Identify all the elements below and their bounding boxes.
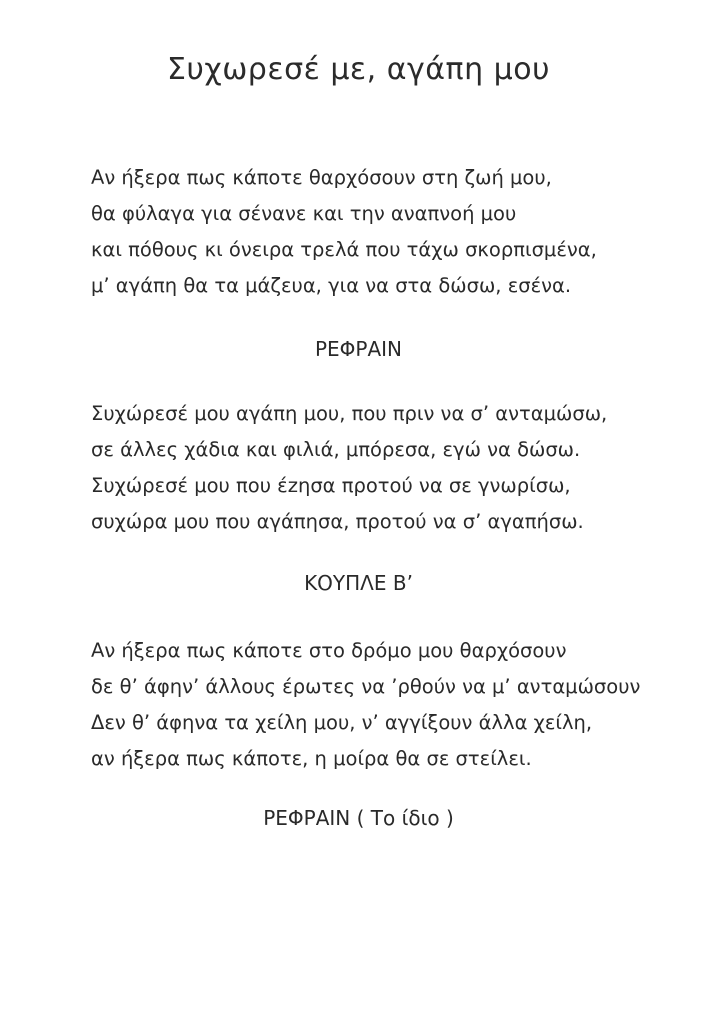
verse-1 (91, 160, 711, 304)
refrain-heading: ΡΕΦΡΑΙΝ (314, 337, 403, 361)
refrain (91, 396, 711, 540)
verse-line: μ’ αγάπη θα τα μάζευα, για να στα δώσω, εσένα. (91, 274, 572, 297)
verse-line: και πόθους κι όνειρα τρελά που τάχω σκορπισμένα, (91, 238, 597, 261)
refrain-line: Συχώρεσέ μου αγάπη μου, που πριν να σ’ ανταμώσω, (91, 402, 608, 425)
verse-line: Αν ήξερα πως κάποτε θαρχόσουν στη ζωή μου, (91, 166, 552, 189)
verse-b-heading: ΚΟΥΠΛΕ Β’ (304, 571, 413, 595)
verse-line: αν ήξερα πως κάποτε, η μοίρα θα σε στείλει. (91, 747, 532, 770)
refrain-line: συχώρα μου που αγάπησα, προτού να σ’ αγαπήσω. (91, 510, 584, 533)
verse-line: θα φύλαγα για σένανε και την αναπνοή μου (91, 202, 517, 225)
verse-line: Αν ήξερα πως κάποτε στο δρόμο μου θαρχόσουν (91, 639, 567, 662)
refrain-line: σε άλλες χάδια και φιλιά, μπόρεσα, εγώ να δώσω. (91, 438, 581, 461)
refrain-line: Συχώρεσέ μου που έzησα προτού να σε γνωρίσω, (91, 474, 571, 497)
verse-line: Δεν θ’ άφηνα τα χείλη μου, ν’ αγγίξουν άλλα χείλη, (91, 711, 593, 734)
refrain-repeat-heading: ΡΕΦΡΑΙΝ ( Το ίδιο ) (263, 806, 454, 830)
verse-line: δε θ’ άφην’ άλλους έρωτες να ’ρθούν να μ’ ανταμώσουν (91, 675, 641, 698)
verse-2 (91, 633, 711, 777)
page-title: Συχωρεσέ με, αγάπη μου (167, 52, 550, 87)
